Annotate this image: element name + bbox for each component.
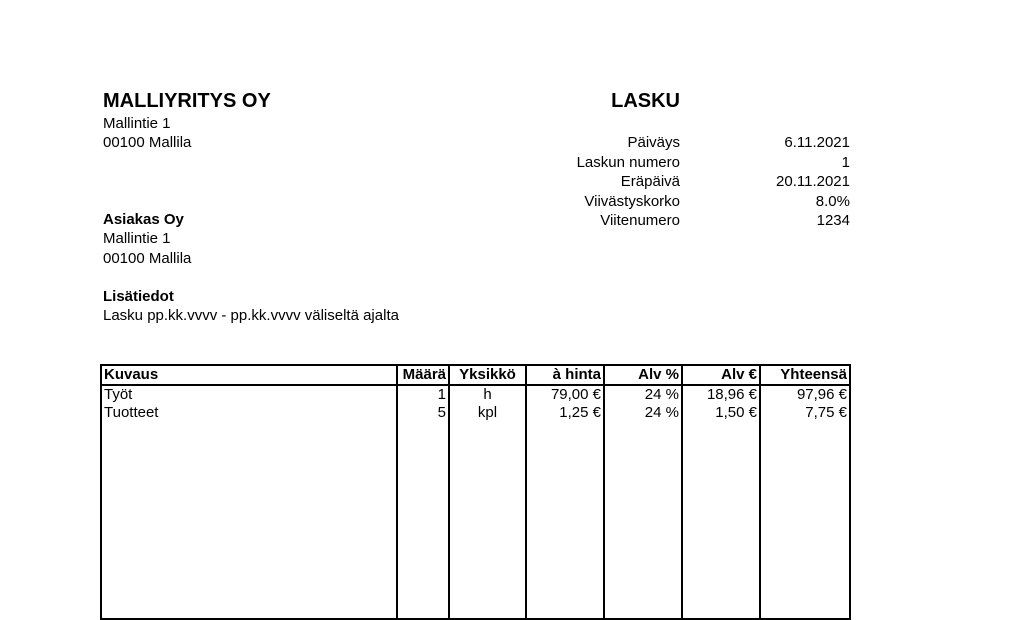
customer-name: Asiakas Oy (103, 211, 184, 228)
meta-row-invoice-number (520, 153, 850, 173)
meta-value: 20.11.2021 (776, 173, 850, 191)
column-header: Alv € (682, 365, 760, 385)
cell-unit-price: 79,00 € (526, 385, 604, 404)
meta-label: Päiväys (627, 134, 680, 152)
cell-vat-amount: 18,96 € (682, 385, 760, 404)
meta-row-due-date (520, 172, 850, 192)
cell-total: 97,96 € (760, 385, 850, 404)
column-header: Kuvaus (101, 365, 397, 385)
seller-name: MALLIYRITYS OY (103, 90, 271, 112)
invoice-items-table (100, 364, 851, 620)
seller-street: Mallintie 1 (103, 115, 171, 132)
seller-postal: 00100 Mallila (103, 134, 192, 151)
column-header: Määrä (397, 365, 449, 385)
column-header: à hinta (526, 365, 604, 385)
additional-info-heading: Lisätiedot (103, 288, 174, 305)
cell-quantity: 5 (397, 404, 449, 422)
cell-unit: kpl (449, 404, 526, 422)
meta-row-reference (520, 211, 850, 231)
cell-description: Tuotteet (101, 404, 397, 422)
empty-cell (682, 422, 760, 619)
invoice-meta (520, 133, 850, 231)
cell-unit-price: 1,25 € (526, 404, 604, 422)
cell-quantity: 1 (397, 385, 449, 404)
column-header: Alv % (604, 365, 682, 385)
meta-row-date (520, 133, 850, 153)
cell-vat-amount: 1,50 € (682, 404, 760, 422)
table-row (101, 404, 850, 422)
meta-label: Viivästyskorko (584, 192, 680, 210)
cell-total: 7,75 € (760, 404, 850, 422)
meta-value: 1 (841, 153, 850, 171)
cell-description: Työt (101, 385, 397, 404)
meta-value: 6.11.2021 (784, 134, 850, 152)
empty-cell (760, 422, 850, 619)
empty-cell (397, 422, 449, 619)
meta-label: Viitenumero (600, 212, 680, 230)
empty-cell (526, 422, 604, 619)
cell-vat-percent: 24 % (604, 404, 682, 422)
additional-info-text: Lasku pp.kk.vvvv - pp.kk.vvvv väliseltä ajalta (103, 307, 399, 324)
column-header: Yksikkö (449, 365, 526, 385)
customer-postal: 00100 Mallila (103, 250, 192, 267)
empty-cell (449, 422, 526, 619)
meta-row-late-interest (520, 192, 850, 212)
empty-cell (604, 422, 682, 619)
cell-vat-percent: 24 % (604, 385, 682, 404)
meta-value: 1234 (816, 212, 850, 230)
meta-label: Laskun numero (576, 153, 680, 171)
cell-unit: h (449, 385, 526, 404)
customer-street: Mallintie 1 (103, 230, 171, 247)
table-header-row (101, 365, 850, 385)
meta-value: 8.0% (815, 192, 850, 210)
column-header: Yhteensä (760, 365, 850, 385)
empty-cell (101, 422, 397, 619)
table-row (101, 385, 850, 404)
document-title: LASKU (611, 90, 680, 112)
meta-label: Eräpäivä (620, 173, 680, 191)
table-empty-area (101, 422, 850, 619)
